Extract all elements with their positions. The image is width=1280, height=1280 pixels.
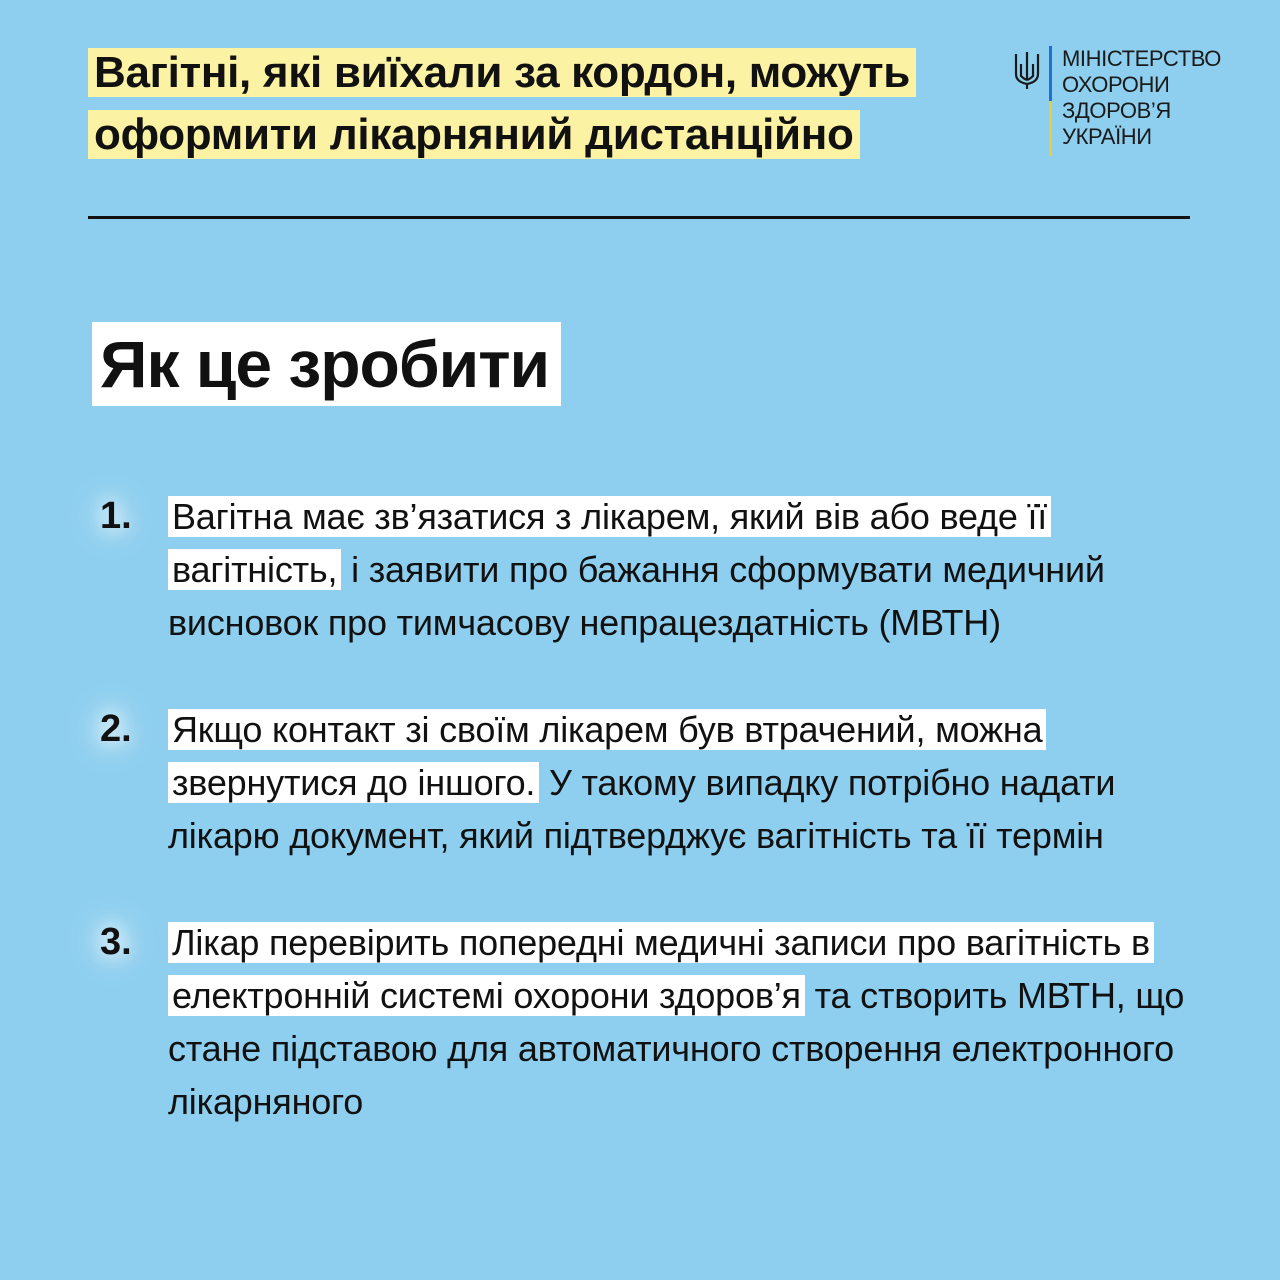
section-title: Як це зробити — [92, 322, 561, 406]
step-number: 3. — [100, 921, 132, 963]
step-highlighted-text: Якщо контакт зі своїм лікарем був втрачений, можна звернутися до іншого. — [168, 709, 1046, 803]
step-text — [168, 490, 1220, 649]
step-item — [100, 703, 1220, 862]
step-rest-text: та створить МВТН, що стане підставою для автоматичного створення електронного лікарняного — [168, 975, 1185, 1122]
step-highlighted-text: Лікар перевірить попередні медичні записи про вагітність в електронній системі охорони здоров’я — [168, 922, 1154, 1016]
header-divider — [88, 216, 1190, 219]
step-rest-text: У такому випадку потрібно надати лікарю документ, який підтверджує вагітність та її термін — [168, 762, 1116, 856]
ministry-logo — [1012, 46, 1221, 166]
steps-list — [100, 490, 1220, 1182]
step-text — [168, 916, 1220, 1128]
logo-divider — [1049, 46, 1052, 156]
ministry-name-line: ЗДОРОВ’Я — [1062, 98, 1171, 123]
trident-icon — [1012, 50, 1042, 90]
step-text — [168, 703, 1220, 862]
ministry-name-line: УКРАЇНИ — [1062, 124, 1152, 149]
step-number: 2. — [100, 708, 132, 750]
step-rest-text: і заявити про бажання сформувати медичний висновок про тимчасову непрацездатність (МВТН) — [168, 549, 1105, 643]
page-title — [88, 42, 988, 166]
step-number: 1. — [100, 495, 132, 537]
page-title-text: Вагітні, які виїхали за кордон, можуть оформити лікарняний дистанційно — [88, 48, 916, 159]
step-item — [100, 490, 1220, 649]
ministry-name-line: МІНІСТЕРСТВО — [1062, 46, 1221, 71]
step-item — [100, 916, 1220, 1128]
ministry-name-line: ОХОРОНИ — [1062, 72, 1170, 97]
ministry-name — [1062, 46, 1221, 150]
step-highlighted-text: Вагітна має зв’язатися з лікарем, який вів або веде її вагітність, — [168, 496, 1051, 590]
